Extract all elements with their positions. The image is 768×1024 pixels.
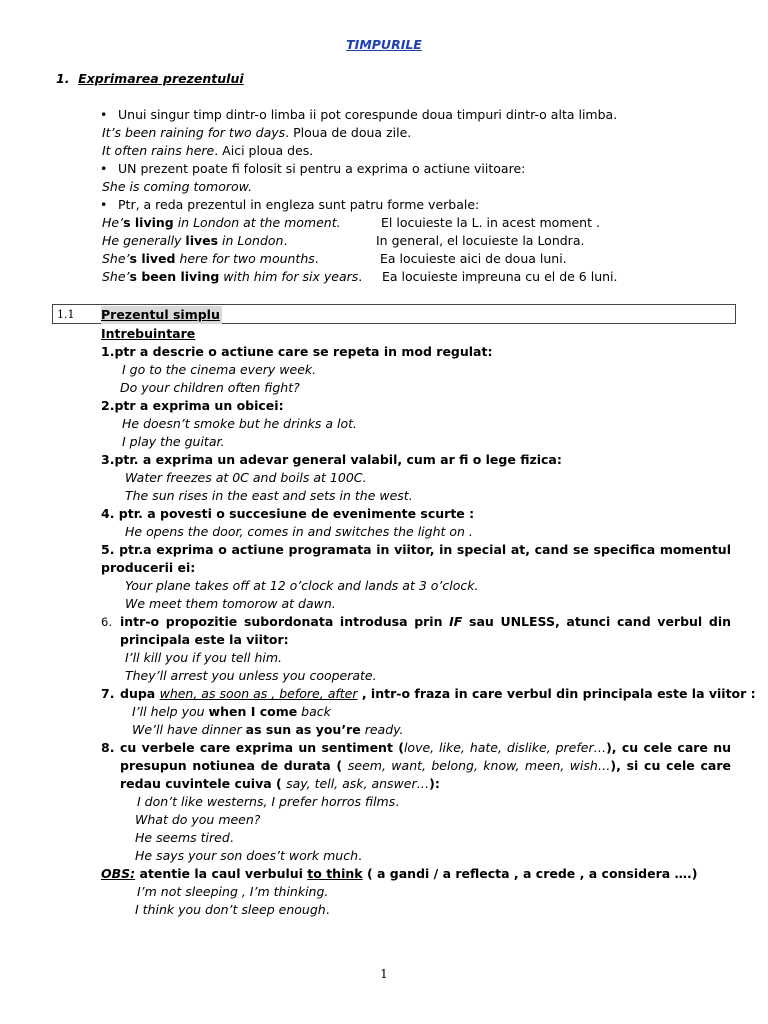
bullet-3: • Ptr, a reda prezentul in engleza sunt patru forme verbale: [100,196,479,214]
verb-form-3: She’s lived here for two mounths. [102,251,319,266]
verb-form-3-translation: Ea locuieste aici de doua luni. [380,251,567,266]
verb-form-4: She’s been living with him for six years. [102,269,363,284]
usage-8-example-1: I don’t like westerns, I prefer horros films. [137,794,400,809]
section-1-number: 1. [56,71,70,86]
usage-6-number: 6. [101,615,112,629]
usage-7-example-1: I’ll help you when I come back [132,704,331,719]
section-1-1-header-box [52,304,736,324]
example-line-1: It’s been raining for two days. Ploua de doua zile. [102,125,412,140]
usage-4-example-1: He opens the door, comes in and switches the light on . [125,524,473,539]
usage-6-example-1: I’ll kill you if you tell him. [125,650,282,665]
example-line-2: It often rains here. Aici ploua des. [102,143,314,158]
obs-label: OBS: [101,866,136,881]
section-1-1-number: 1.1 [57,308,75,321]
page-title: TIMPURILE [346,37,422,52]
verb-form-1-translation: El locuieste la L. in acest moment . [381,215,600,230]
usage-subheading: Intrebuintare [101,326,196,341]
verb-form-2-translation: In general, el locuieste la Londra. [376,233,585,248]
usage-2-example-1: He doesn’t smoke but he drinks a lot. [122,416,357,431]
usage-4: 4. ptr. a povesti o succesiune de evenimente scurte : [101,506,475,521]
usage-1-example-2: Do your children often fight? [120,380,300,395]
usage-2: 2.ptr a exprima un obicei: [101,398,284,413]
bullet-1: • Unui singur timp dintr-o limba ii pot corespunde doua timpuri dintr-o alta limba. [100,106,617,124]
usage-5-example-1: Your plane takes off at 12 o’clock and lands at 3 o’clock. [125,578,479,593]
usage-7-example-2: We’ll have dinner as sun as you’re ready. [132,722,404,737]
usage-1: 1.ptr a descrie o actiune care se repeta in mod regulat: [101,344,493,359]
bullet-2: • UN prezent poate fi folosit si pentru a exprima o actiune viitoare: [100,160,525,178]
usage-6-example-2: They’ll arrest you unless you cooperate. [125,668,377,683]
usage-8: cu verbele care exprima un sentiment (love, like, hate, dislike, prefer…), cu cele care nu presupun notiunea de durata ( seem, want, belong, know, meen, wish…), si cu cele care redau cuvintele cuiva ( say, tell, ask, answer…): [120,740,732,791]
usage-8-example-3: He seems tired. [135,830,234,845]
usage-5: 5. ptr.a exprima o actiune programata in viitor, in special at, cand se specifica momentul producerii ei: [101,542,731,575]
obs-example-2: I think you don’t sleep enough. [135,902,330,917]
usage-8-example-4: He says your son does’t work much. [135,848,362,863]
usage-5-example-2: We meet them tomorow at dawn. [125,596,336,611]
usage-1-example-1: I go to the cinema every week. [122,362,317,377]
usage-3-example-1: Water freezes at 0C and boils at 100C. [125,470,367,485]
usage-6: intr-o propozitie subordonata introdusa prin IF sau UNLESS, atunci cand verbul din principala este la viitor: [120,614,732,647]
usage-7: dupa when, as soon as , before, after , intr-o fraza in care verbul din principala este la viitor : [120,686,756,701]
usage-3-example-2: The sun rises in the east and sets in the west. [125,488,413,503]
usage-8-example-2: What do you meen? [135,812,261,827]
usage-8-number: 8. [101,740,115,755]
obs-note: OBS: atentie la caul verbului to think ( a gandi / a reflecta , a crede , a considera ….) [101,866,698,881]
section-1-1-title: Prezentul simplu [101,307,220,322]
obs-example-1: I’m not sleeping , I’m thinking. [137,884,329,899]
usage-7-number: 7. [101,686,115,701]
verb-form-1: He’s living in London at the moment. [102,215,341,230]
verb-form-2: He generally lives in London. [102,233,288,248]
usage-2-example-2: I play the guitar. [122,434,225,449]
section-1-heading [56,70,244,88]
usage-3: 3.ptr. a exprima un adevar general valabil, cum ar fi o lege fizica: [101,452,562,467]
section-1-title: Exprimarea prezentului [78,71,244,86]
page-number: 1 [380,967,388,981]
verb-form-4-translation: Ea locuieste impreuna cu el de 6 luni. [382,269,618,284]
example-line-3: She is coming tomorow. [102,179,253,194]
